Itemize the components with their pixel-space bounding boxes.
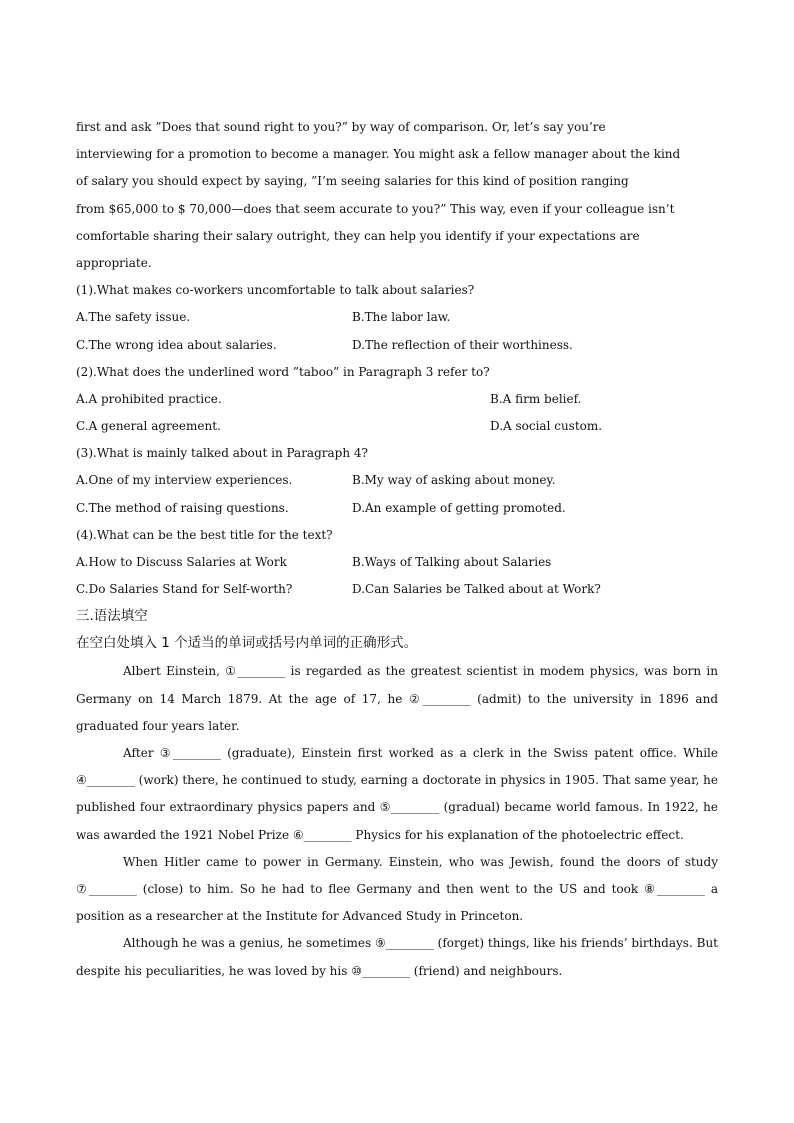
option-row — [76, 467, 718, 494]
option-b: B.A firm belief. — [490, 391, 582, 406]
section-title: 三.语法填空 — [76, 608, 148, 625]
passage-line: first and ask ”Does that sound right to you?” by way of comparison. Or, let’s say you’re — [76, 120, 606, 134]
option-c: C.The method of raising questions. — [76, 500, 289, 515]
passage-line: comfortable sharing their salary outright, they can help you identify if your expectations are — [76, 228, 640, 243]
question-3 — [76, 440, 718, 522]
question-stem: (3).What is mainly talked about in Paragraph 4? — [76, 446, 368, 461]
page-content — [76, 114, 718, 985]
option-c: C.Do Salaries Stand for Self-worth? — [76, 582, 293, 597]
option-c: C.A general agreement. — [76, 419, 221, 434]
option-row — [76, 332, 718, 359]
question-stem: (4).What can be the best title for the text? — [76, 527, 333, 542]
option-row — [76, 576, 718, 603]
option-d: D.An example of getting promoted. — [352, 500, 566, 515]
option-a: A.The safety issue. — [76, 310, 191, 325]
passage-line: from $65,000 to $ 70,000—does that seem accurate to you?” This way, even if your colleague isn’t — [76, 201, 675, 216]
option-d: D.Can Salaries be Talked about at Work? — [352, 582, 601, 597]
passage-line: interviewing for a promotion to become a manager. You might ask a fellow manager about the kind — [76, 147, 681, 162]
option-a: A.One of my interview experiences. — [76, 473, 293, 488]
option-row — [76, 413, 718, 440]
option-b: B.Ways of Talking about Salaries — [352, 555, 552, 569]
option-row — [76, 495, 718, 522]
option-d: D.A social custom. — [490, 419, 603, 434]
question-4 — [76, 522, 718, 604]
option-c: C.The wrong idea about salaries. — [76, 337, 277, 352]
section-instruction: 在空白处填入 1 个适当的单词或括号内单词的正确形式。 — [76, 635, 418, 652]
question-2 — [76, 359, 718, 441]
option-row — [76, 386, 718, 413]
cloze-paragraph: After ③________ (graduate), Einstein first worked as a clerk in the Swiss patent office. While ④________ (work) there, he continued to study, earning a doctorate in physics in 1905. That same year, he published four extraordinary physics papers and ⑤________ (gradual) became world famous. In 1922, he was awarded the 1921 Nobel Prize ⑥________ Physics for his explanation of the photoelectric effect. — [76, 745, 718, 842]
cloze-paragraph: Although he was a genius, he sometimes ⑨________ (forget) things, like his friends’ birthdays. But despite his peculiarities, he was loved by his ⑩________ (friend) and neighbours. — [76, 936, 718, 978]
question-stem: (2).What does the underlined word ”taboo” in Paragraph 3 refer to? — [76, 364, 490, 379]
cloze-paragraph: When Hitler came to power in Germany. Einstein, who was Jewish, found the doors of study ⑦________ (close) to him. So he had to flee Germany and then went to the US and took ⑧________ a position as a researcher at the Institute for Advanced Study in Princeton. — [76, 854, 718, 924]
question-stem: (1).What makes co-workers uncomfortable to talk about salaries? — [76, 283, 475, 298]
option-d: D.The reflection of their worthiness. — [352, 337, 573, 352]
passage-tail — [76, 114, 718, 277]
option-b: B.The labor law. — [352, 310, 451, 325]
option-a: A.A prohibited practice. — [76, 391, 222, 406]
cloze-paragraph: Albert Einstein, ①________ is regarded as the greatest scientist in modem physics, was born in Germany on 14 March 1879. At the age of 17, he ②________ (admit) to the university in 1896 and graduated four years later. — [76, 664, 718, 733]
option-row — [76, 304, 718, 331]
option-a: A.How to Discuss Salaries at Work — [76, 555, 287, 569]
option-b: B.My way of asking about money. — [352, 473, 556, 488]
passage-line: of salary you should expect by saying, ”I’m seeing salaries for this kind of position ranging — [76, 174, 629, 189]
option-row — [76, 549, 718, 576]
passage-line: appropriate. — [76, 255, 152, 270]
question-1 — [76, 277, 718, 359]
